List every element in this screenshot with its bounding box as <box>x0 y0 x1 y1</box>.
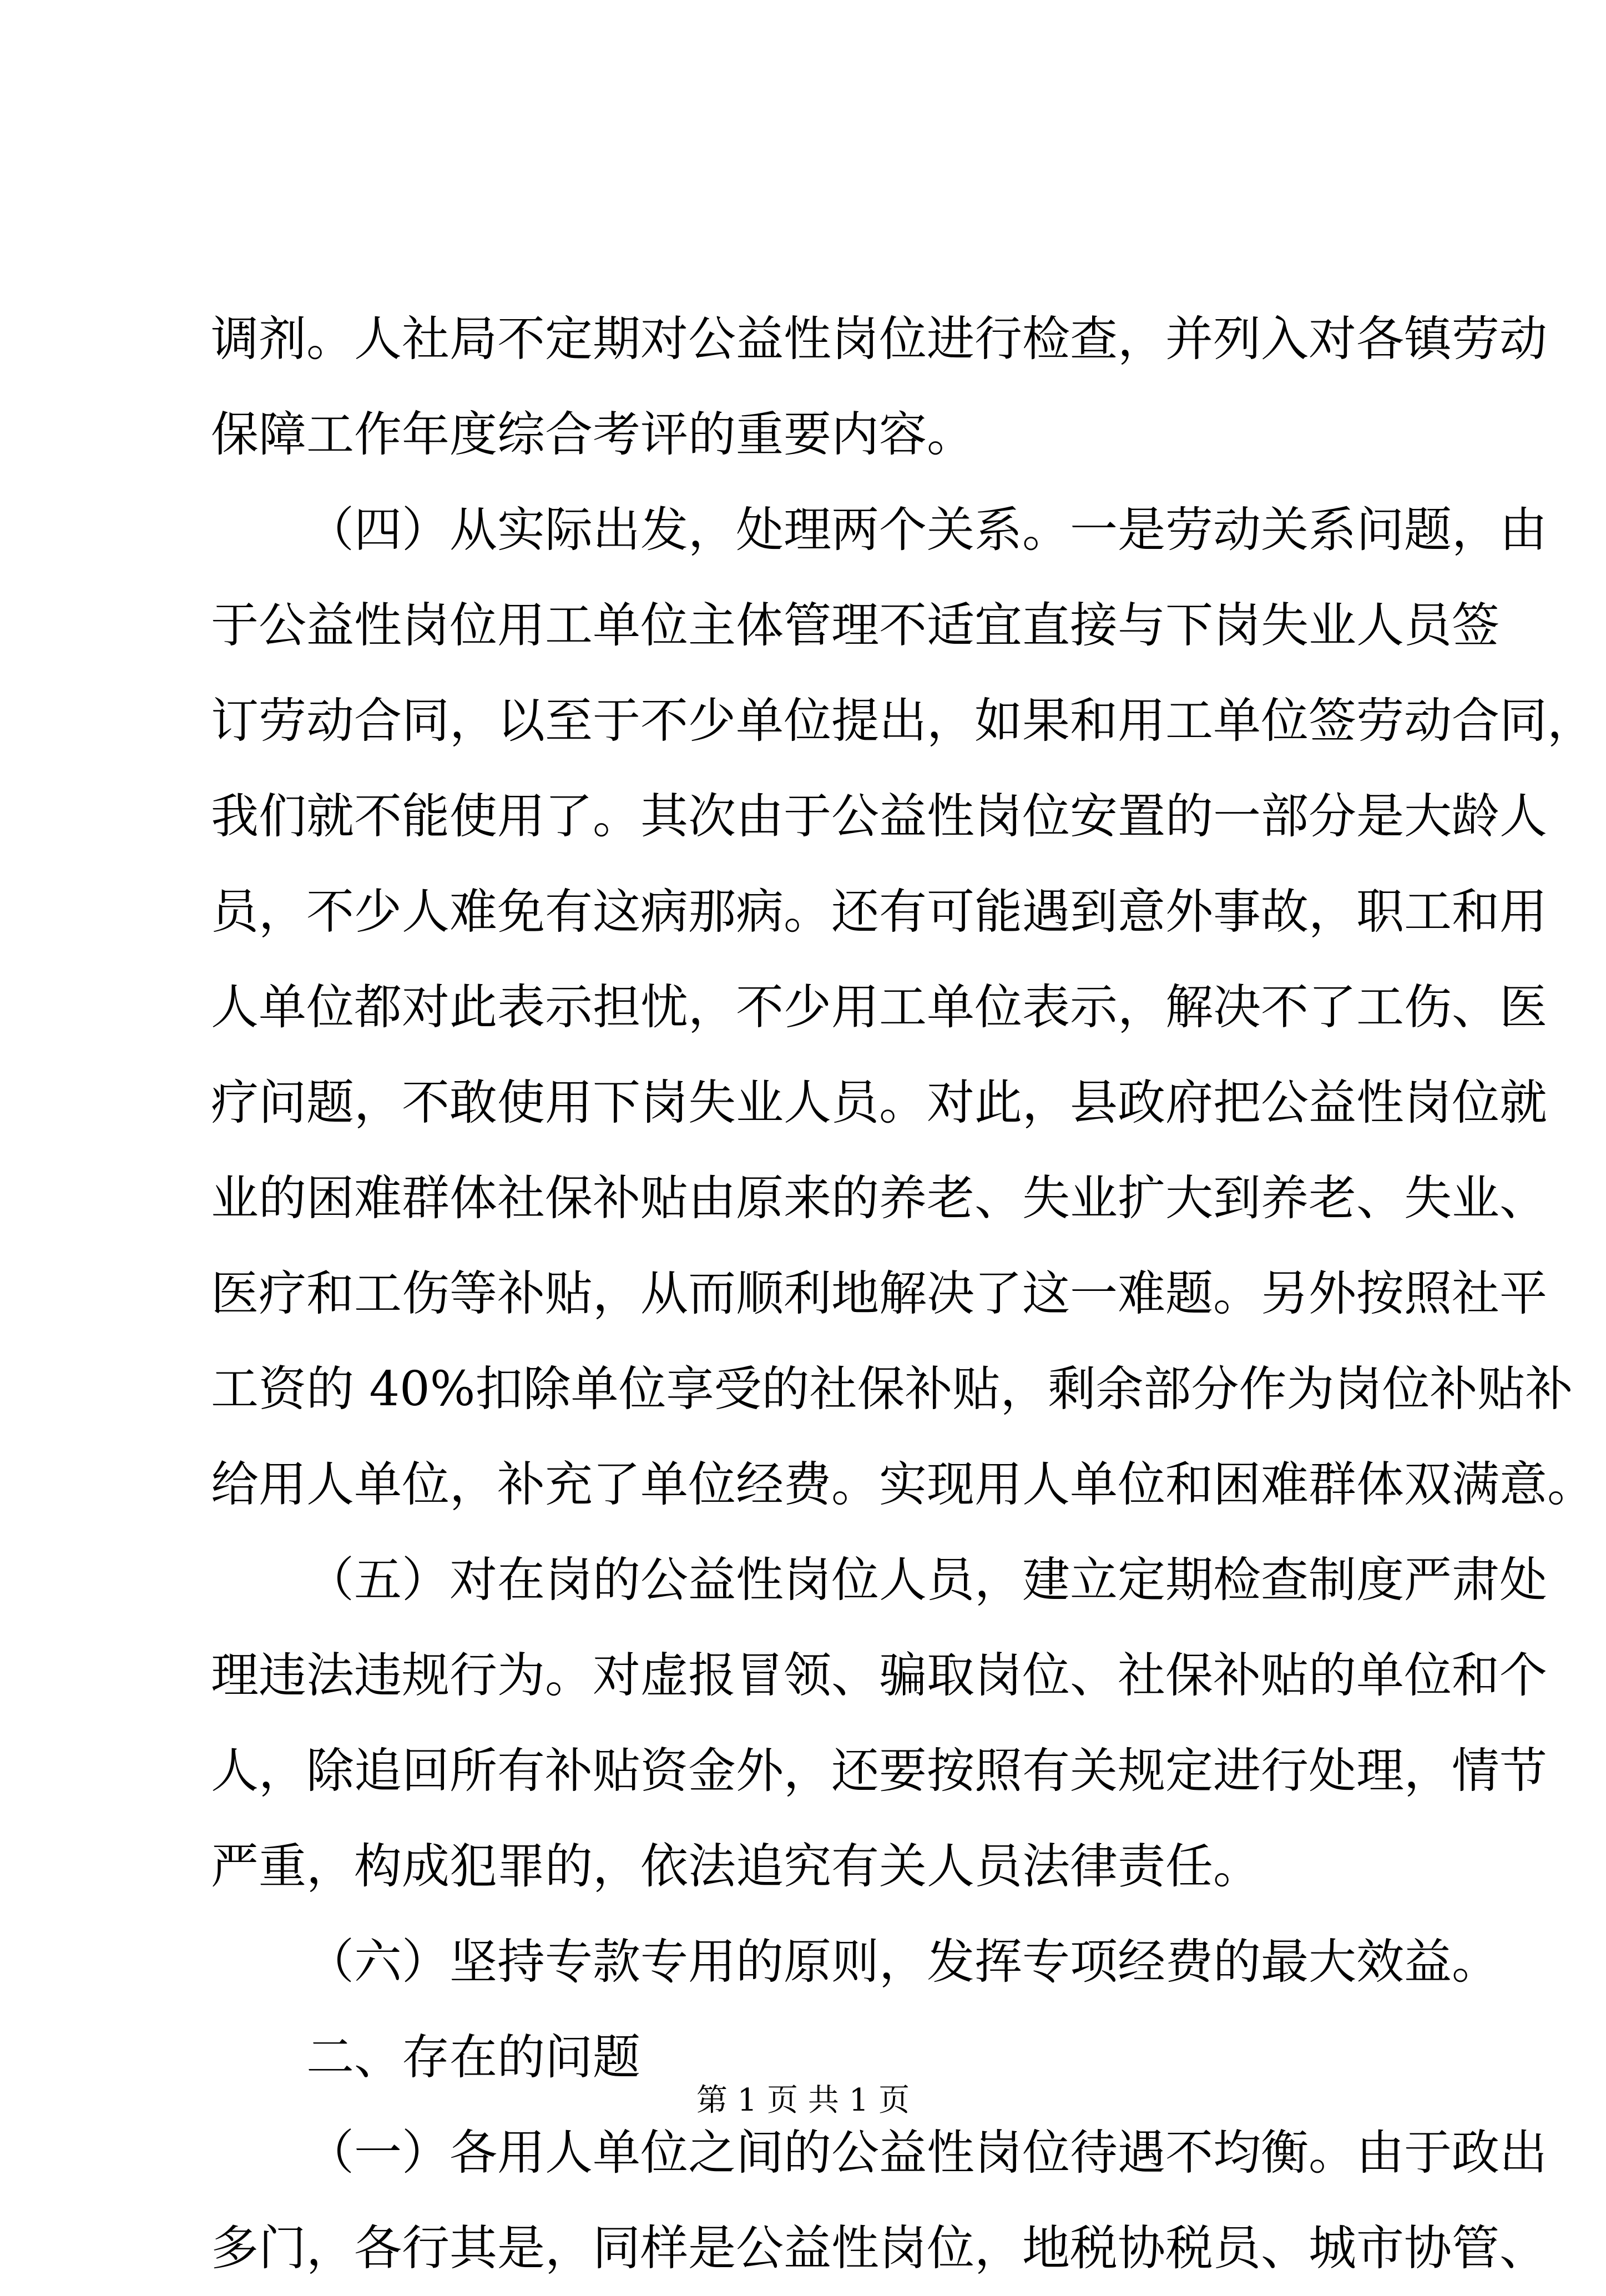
text-line: （五）对在岗的公益性岗位人员，建立定期检查制度严肃处 <box>306 1552 1547 1608</box>
text-line: 二、存在的问题 <box>306 2030 640 2085</box>
text-line: 人单位都对此表示担忧，不少用工单位表示，解决不了工伤、医 <box>211 980 1547 1035</box>
text-line: （一）各用人单位之间的公益性岗位待遇不均衡。由于政出 <box>306 2125 1547 2181</box>
text-line: （六）坚持专款专用的原则，发挥专项经费的最大效益。 <box>306 1934 1499 1990</box>
text-line: 工资的 40%扣除单位享受的社保补贴，剩余部分作为岗位补贴补 <box>211 1361 1573 1417</box>
text-line: 疗问题，不敢使用下岗失业人员。对此，县政府把公益性岗位就 <box>211 1075 1547 1131</box>
text-line: 员，不少人难免有这病那病。还有可能遇到意外事故，职工和用 <box>211 884 1547 940</box>
text-line: 多门，各行其是，同样是公益性岗位，地税协税员、城市协管、 <box>211 2221 1547 2276</box>
text-line: 医疗和工伤等补贴，从而顺利地解决了这一难题。另外按照社平 <box>211 1266 1547 1321</box>
text-line: 给用人单位，补充了单位经费。实现用人单位和困难群体双满意。 <box>211 1457 1595 1512</box>
text-line: 调剂。人社局不定期对公益性岗位进行检查，并列入对各镇劳动 <box>211 311 1547 367</box>
text-line: 保障工作年度综合考评的重要内容。 <box>211 407 974 462</box>
page-footer: 第 1 页 共 1 页 <box>696 2082 910 2118</box>
text-line: （四）从实际出发，处理两个关系。一是劳动关系问题，由 <box>306 502 1547 558</box>
text-line: 严重，构成犯罪的，依法追究有关人员法律责任。 <box>211 1839 1261 1894</box>
text-line: 理违法违规行为。对虚报冒领、骗取岗位、社保补贴的单位和个 <box>211 1648 1547 1703</box>
text-line: 业的困难群体社保补贴由原来的养老、失业扩大到养老、失业、 <box>211 1170 1547 1226</box>
text-line: 人，除追回所有补贴资金外，还要按照有关规定进行处理，情节 <box>211 1743 1547 1799</box>
text-line: 订劳动合同，以至于不少单位提出，如果和用工单位签劳动合同， <box>211 693 1595 749</box>
text-line: 于公益性岗位用工单位主体管理不适宜直接与下岗失业人员签 <box>211 598 1499 653</box>
text-line: 我们就不能使用了。其次由于公益性岗位安置的一部分是大龄人 <box>211 789 1547 844</box>
document-body <box>211 291 1595 2296</box>
